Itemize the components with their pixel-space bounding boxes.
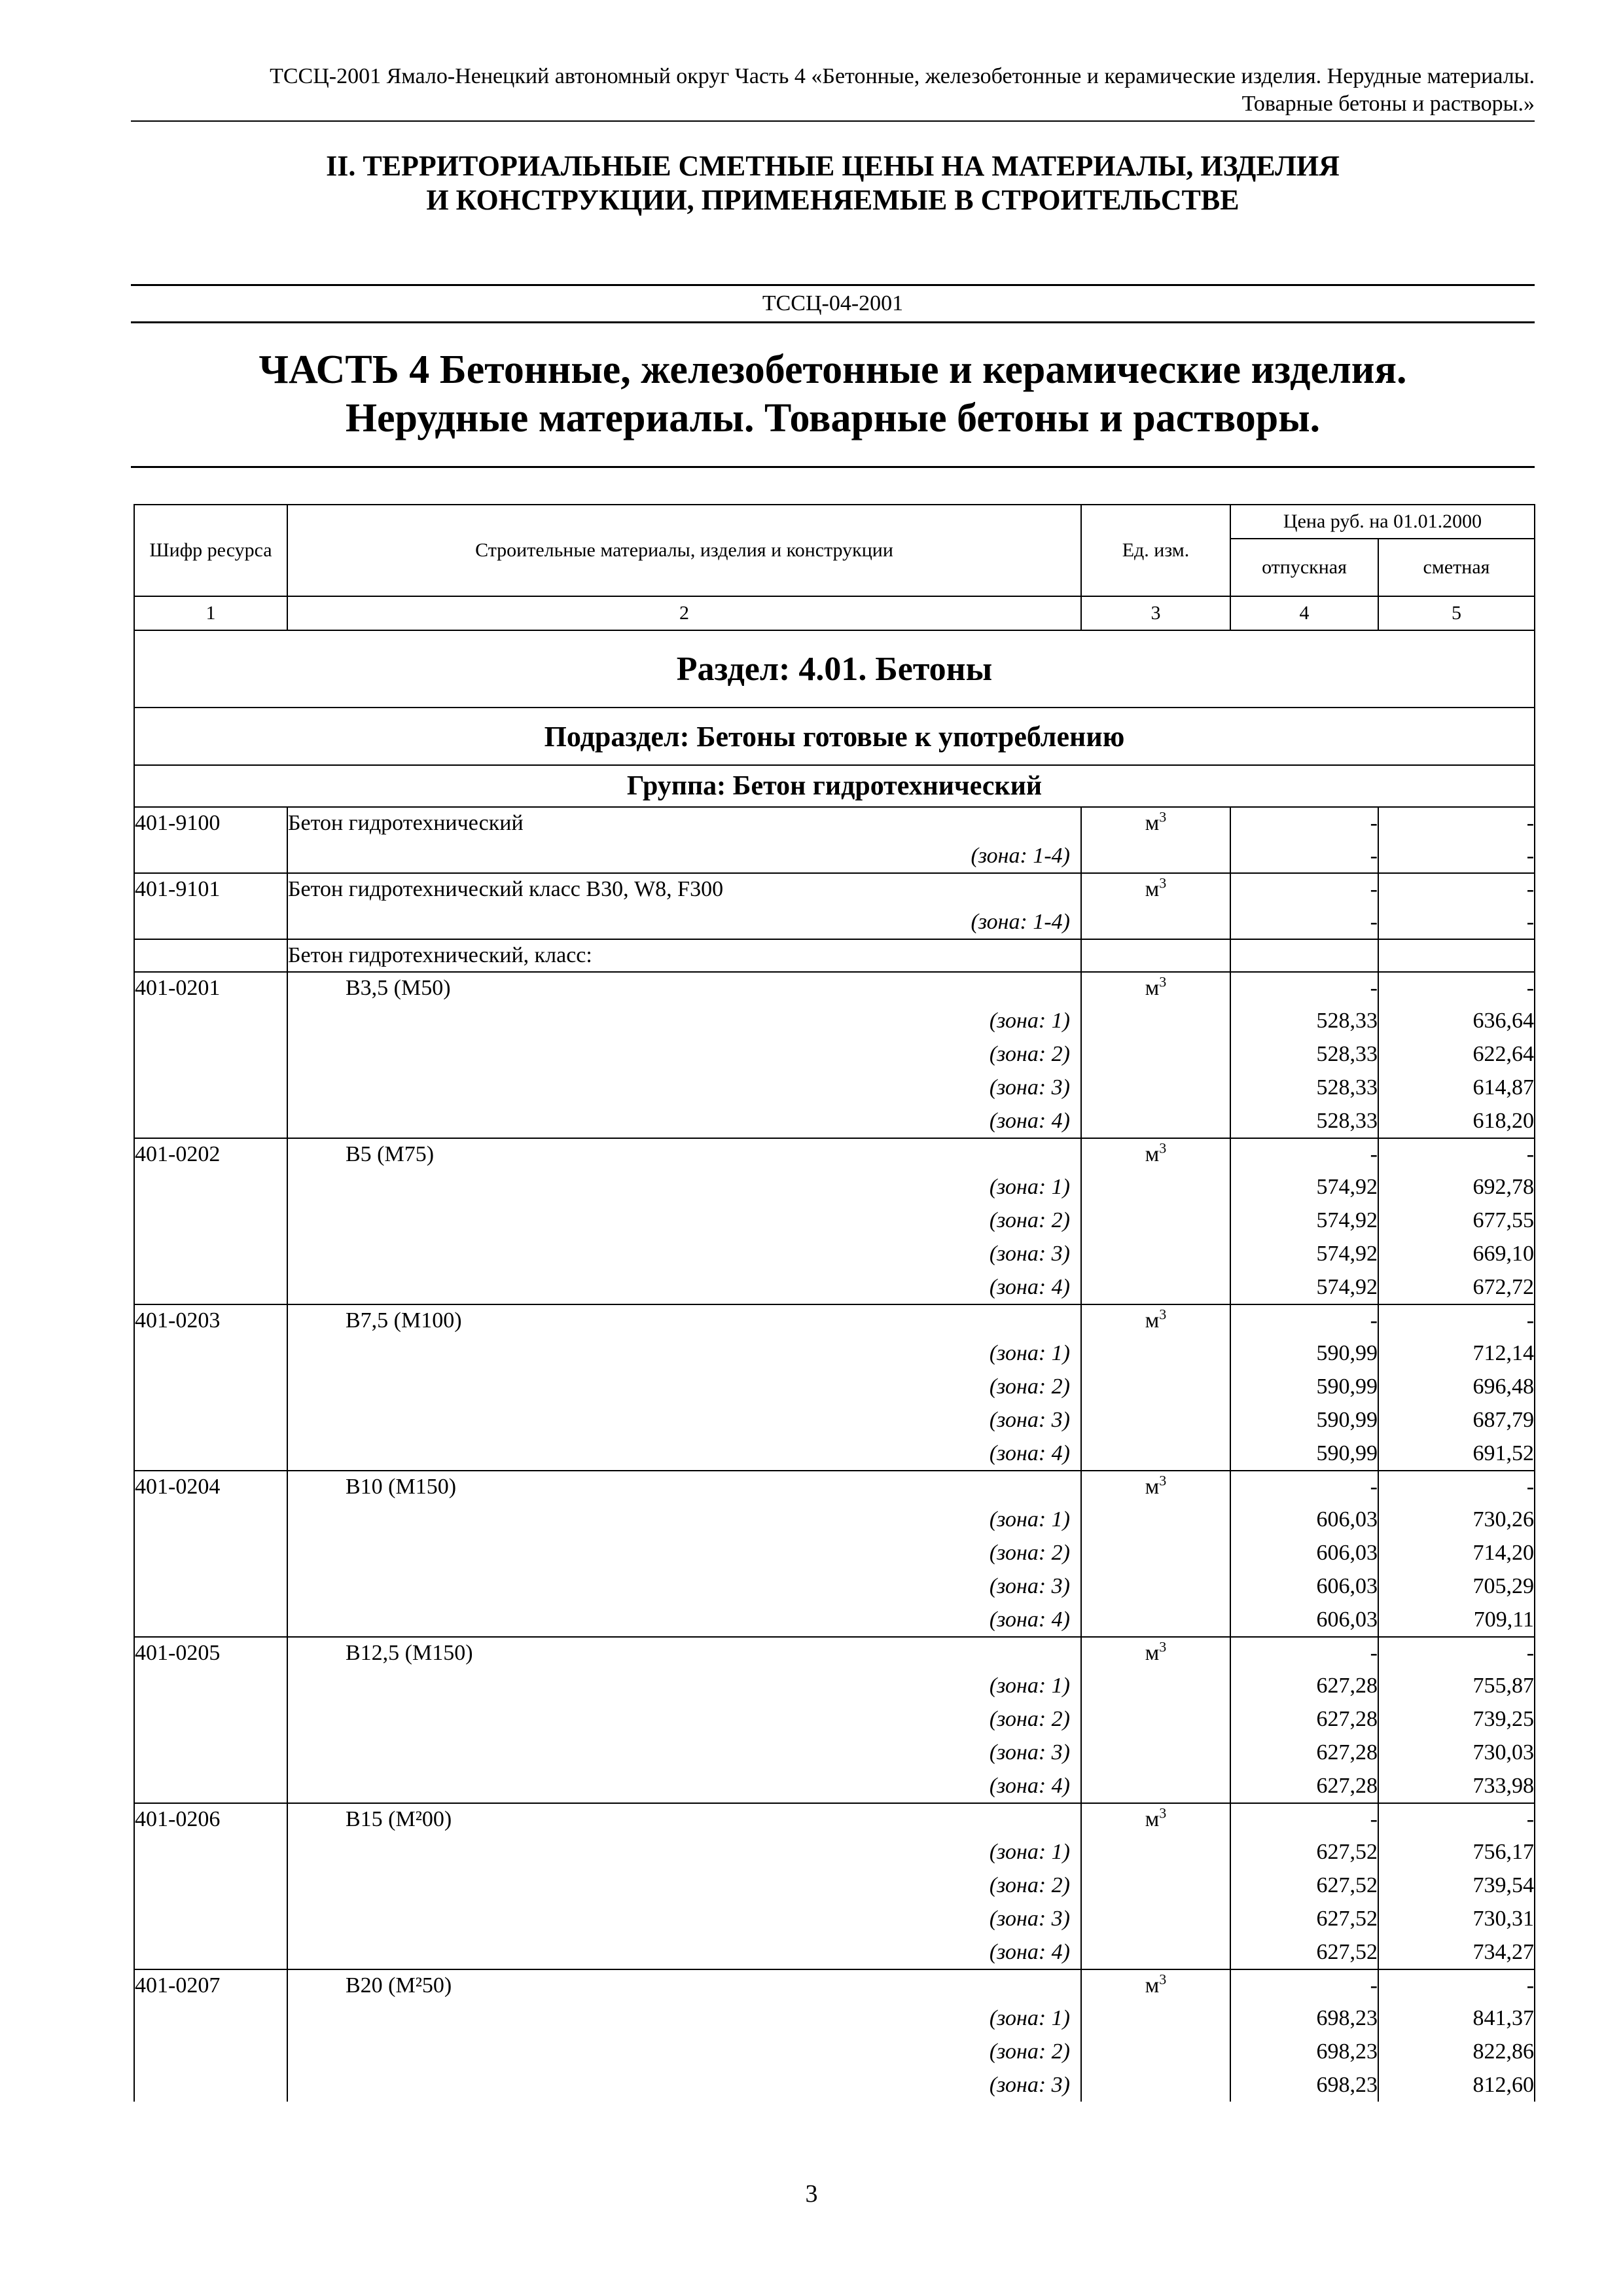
resource-code: 401-0201 xyxy=(134,972,287,1004)
material-name: Бетон гидротехнический xyxy=(287,807,1081,839)
unit-cell xyxy=(1081,905,1230,939)
resource-code: 401-0206 xyxy=(134,1803,287,1835)
unit-cell xyxy=(1081,1204,1230,1237)
zone-label: (зона: 4) xyxy=(287,1104,1081,1138)
unit-cell xyxy=(1081,2001,1230,2035)
release-price: - xyxy=(1230,1637,1378,1669)
release-price: 627,28 xyxy=(1230,1769,1378,1803)
page-number: 3 xyxy=(805,2180,818,2208)
unit-cell xyxy=(1081,1071,1230,1104)
release-price: 627,52 xyxy=(1230,1835,1378,1869)
unit-cell xyxy=(1081,1370,1230,1403)
running-header-line-2: Товарные бетоны и растворы.» xyxy=(1241,92,1535,116)
estimate-price: - xyxy=(1378,1471,1535,1503)
resource-code xyxy=(134,1437,287,1471)
unit-exponent: 3 xyxy=(1159,1306,1167,1323)
header-code: Шифр ресурса xyxy=(134,505,287,596)
unit-label: м xyxy=(1145,1475,1160,1499)
zone-label: (зона: 2) xyxy=(287,1037,1081,1071)
column-number: 4 xyxy=(1230,596,1378,630)
release-price: 528,33 xyxy=(1230,1071,1378,1104)
zone-label: (зона: 1) xyxy=(287,1004,1081,1037)
release-price: - xyxy=(1230,972,1378,1004)
material-name: В12,5 (М150) xyxy=(287,1637,1081,1669)
table-row xyxy=(134,1736,1535,1769)
zone-label: (зона: 3) xyxy=(287,1403,1081,1437)
table-row xyxy=(134,1835,1535,1869)
unit-cell xyxy=(1081,2035,1230,2068)
table-row xyxy=(134,1769,1535,1803)
unit-exponent: 3 xyxy=(1159,1638,1167,1655)
table-row xyxy=(134,1570,1535,1603)
table-row xyxy=(134,1237,1535,1270)
unit-exponent: 3 xyxy=(1159,1804,1167,1821)
column-number: 3 xyxy=(1081,596,1230,630)
estimate-price: 705,29 xyxy=(1378,1570,1535,1603)
zone-label: (зона: 4) xyxy=(287,1769,1081,1803)
table-row xyxy=(134,939,1535,972)
unit-label: м xyxy=(1145,811,1160,835)
table-row xyxy=(134,1637,1535,1669)
table-row xyxy=(134,1370,1535,1403)
material-name: В10 (М150) xyxy=(287,1471,1081,1503)
resource-code: 401-9101 xyxy=(134,873,287,905)
unit-exponent: 3 xyxy=(1159,808,1167,825)
release-price: - xyxy=(1230,839,1378,873)
estimate-price: - xyxy=(1378,1138,1535,1170)
unit-cell xyxy=(1081,2068,1230,2102)
release-price: 698,23 xyxy=(1230,2001,1378,2035)
unit-cell xyxy=(1081,1004,1230,1037)
table-row xyxy=(134,1270,1535,1304)
release-price: 590,99 xyxy=(1230,1437,1378,1471)
estimate-price: - xyxy=(1378,807,1535,839)
zone-label: (зона: 2) xyxy=(287,1869,1081,1902)
subsection-heading: Подраздел: Бетоны готовые к употреблению xyxy=(134,708,1535,765)
resource-code xyxy=(134,1104,287,1138)
release-price: - xyxy=(1230,905,1378,939)
estimate-price: - xyxy=(1378,972,1535,1004)
table-row xyxy=(134,1869,1535,1902)
header-name: Строительные материалы, изделия и конструкции xyxy=(287,505,1081,596)
zone-label: (зона: 1) xyxy=(287,2001,1081,2035)
column-number: 1 xyxy=(134,596,287,630)
release-price: 574,92 xyxy=(1230,1270,1378,1304)
release-price: 627,28 xyxy=(1230,1669,1378,1702)
estimate-price: - xyxy=(1378,1969,1535,2001)
unit-cell xyxy=(1081,1336,1230,1370)
release-price: 606,03 xyxy=(1230,1536,1378,1570)
release-price: - xyxy=(1230,807,1378,839)
table-row xyxy=(134,1603,1535,1637)
zone-label: (зона: 2) xyxy=(287,1370,1081,1403)
table-row xyxy=(134,1503,1535,1536)
resource-code xyxy=(134,1336,287,1370)
unit-cell xyxy=(1081,1769,1230,1803)
release-price: - xyxy=(1230,1304,1378,1336)
divider xyxy=(131,466,1535,468)
material-name: В15 (М²00) xyxy=(287,1803,1081,1835)
unit-cell xyxy=(1081,1669,1230,1702)
release-price: 528,33 xyxy=(1230,1004,1378,1037)
resource-code xyxy=(134,1669,287,1702)
release-price: 590,99 xyxy=(1230,1370,1378,1403)
material-name: В20 (М²50) xyxy=(287,1969,1081,2001)
price-table xyxy=(134,504,1535,2102)
zone-label: (зона: 4) xyxy=(287,1437,1081,1471)
resource-code xyxy=(134,1037,287,1071)
release-price: - xyxy=(1230,1969,1378,2001)
table-row xyxy=(134,1902,1535,1935)
group-heading: Группа: Бетон гидротехнический xyxy=(134,765,1535,807)
release-price: 574,92 xyxy=(1230,1170,1378,1204)
unit-cell xyxy=(1081,1536,1230,1570)
resource-code xyxy=(134,1237,287,1270)
release-price: 590,99 xyxy=(1230,1403,1378,1437)
estimate-price: 696,48 xyxy=(1378,1370,1535,1403)
table-row xyxy=(134,1138,1535,1170)
unit-cell xyxy=(1081,1869,1230,1902)
release-price: 590,99 xyxy=(1230,1336,1378,1370)
estimate-price: 730,03 xyxy=(1378,1736,1535,1769)
resource-code xyxy=(134,1869,287,1902)
zone-label: (зона: 1) xyxy=(287,1336,1081,1370)
unit-label: м xyxy=(1145,976,1160,1000)
table-row xyxy=(134,1471,1535,1503)
unit-exponent: 3 xyxy=(1159,973,1167,990)
estimate-price xyxy=(1378,939,1535,972)
unit-cell xyxy=(1081,873,1230,905)
unit-cell xyxy=(1081,1637,1230,1669)
zone-label: (зона: 2) xyxy=(287,1204,1081,1237)
table-row xyxy=(134,839,1535,873)
unit-label: м xyxy=(1145,1308,1160,1333)
resource-code xyxy=(134,1536,287,1570)
unit-cell xyxy=(1081,1170,1230,1204)
zone-label: (зона: 3) xyxy=(287,2068,1081,2102)
zone-label: (зона: 1) xyxy=(287,1503,1081,1536)
resource-code xyxy=(134,2001,287,2035)
unit-cell xyxy=(1081,1935,1230,1969)
zone-label: (зона: 2) xyxy=(287,1702,1081,1736)
section-heading: Раздел: 4.01. Бетоны xyxy=(134,630,1535,708)
part-title-line-2: Нерудные материалы. Товарные бетоны и растворы. xyxy=(345,396,1321,440)
table-row xyxy=(134,807,1535,839)
material-name: В3,5 (М50) xyxy=(287,972,1081,1004)
resource-code: 401-0204 xyxy=(134,1471,287,1503)
release-price: 627,52 xyxy=(1230,1869,1378,1902)
estimate-price: 756,17 xyxy=(1378,1835,1535,1869)
release-price: 627,28 xyxy=(1230,1702,1378,1736)
estimate-price: 692,78 xyxy=(1378,1170,1535,1204)
table-row xyxy=(134,1803,1535,1835)
zone-label: (зона: 3) xyxy=(287,1071,1081,1104)
zone-label: (зона: 1) xyxy=(287,1170,1081,1204)
estimate-price: 733,98 xyxy=(1378,1769,1535,1803)
release-price: - xyxy=(1230,1471,1378,1503)
table-row xyxy=(134,1071,1535,1104)
unit-exponent: 3 xyxy=(1159,1139,1167,1157)
release-price: 627,52 xyxy=(1230,1935,1378,1969)
unit-cell xyxy=(1081,1471,1230,1503)
zone-label: (зона: 2) xyxy=(287,1536,1081,1570)
table-row xyxy=(134,2035,1535,2068)
unit-cell xyxy=(1081,1803,1230,1835)
unit-cell xyxy=(1081,1503,1230,1536)
release-price: - xyxy=(1230,873,1378,905)
resource-code: 401-9100 xyxy=(134,807,287,839)
unit-cell xyxy=(1081,1702,1230,1736)
unit-cell xyxy=(1081,939,1230,972)
resource-code: 401-0207 xyxy=(134,1969,287,2001)
zone-label: (зона: 3) xyxy=(287,1902,1081,1935)
resource-code xyxy=(134,1835,287,1869)
unit-cell xyxy=(1081,972,1230,1004)
release-price: - xyxy=(1230,1803,1378,1835)
estimate-price: 614,87 xyxy=(1378,1071,1535,1104)
estimate-price: 636,64 xyxy=(1378,1004,1535,1037)
zone-label: (зона: 1) xyxy=(287,1669,1081,1702)
unit-label: м xyxy=(1145,877,1160,901)
release-price: 627,28 xyxy=(1230,1736,1378,1769)
unit-label: м xyxy=(1145,1973,1160,1998)
estimate-price: 822,86 xyxy=(1378,2035,1535,2068)
table-row xyxy=(134,1536,1535,1570)
zone-label: (зона: 2) xyxy=(287,2035,1081,2068)
header-release-price: отпускная xyxy=(1230,539,1378,596)
material-name: В7,5 (М100) xyxy=(287,1304,1081,1336)
release-price: 606,03 xyxy=(1230,1603,1378,1637)
unit-cell xyxy=(1081,1237,1230,1270)
estimate-price: 669,10 xyxy=(1378,1237,1535,1270)
release-price: 698,23 xyxy=(1230,2068,1378,2102)
zone-label: (зона: 1) xyxy=(287,1835,1081,1869)
estimate-price: 622,64 xyxy=(1378,1037,1535,1071)
unit-cell xyxy=(1081,1104,1230,1138)
header-unit: Ед. изм. xyxy=(1081,505,1230,596)
zone-label: (зона: 4) xyxy=(287,1603,1081,1637)
unit-cell xyxy=(1081,1603,1230,1637)
unit-cell xyxy=(1081,1304,1230,1336)
estimate-price: 812,60 xyxy=(1378,2068,1535,2102)
release-price: 528,33 xyxy=(1230,1037,1378,1071)
table-row xyxy=(134,1935,1535,1969)
table-row xyxy=(134,905,1535,939)
resource-code xyxy=(134,839,287,873)
zone-label: (зона: 4) xyxy=(287,1270,1081,1304)
table-row xyxy=(134,1304,1535,1336)
estimate-price: 618,20 xyxy=(1378,1104,1535,1138)
estimate-price: - xyxy=(1378,839,1535,873)
table-row xyxy=(134,972,1535,1004)
unit-exponent: 3 xyxy=(1159,1971,1167,1988)
resource-code xyxy=(134,1570,287,1603)
unit-cell xyxy=(1081,1902,1230,1935)
resource-code xyxy=(134,1503,287,1536)
column-number: 5 xyxy=(1378,596,1535,630)
table-row xyxy=(134,1669,1535,1702)
zone-label: (зона: 3) xyxy=(287,1736,1081,1769)
unit-cell xyxy=(1081,807,1230,839)
unit-exponent: 3 xyxy=(1159,1472,1167,1489)
estimate-price: 755,87 xyxy=(1378,1669,1535,1702)
release-price: 698,23 xyxy=(1230,2035,1378,2068)
column-number-row xyxy=(134,596,1535,630)
unit-cell xyxy=(1081,1403,1230,1437)
estimate-price: 691,52 xyxy=(1378,1437,1535,1471)
unit-label: м xyxy=(1145,1142,1160,1166)
resource-code xyxy=(134,905,287,939)
zone-label: (зона: 3) xyxy=(287,1570,1081,1603)
resource-code xyxy=(134,939,287,972)
table-row xyxy=(134,873,1535,905)
unit-cell xyxy=(1081,1736,1230,1769)
estimate-price: - xyxy=(1378,873,1535,905)
resource-code xyxy=(134,1769,287,1803)
table-row xyxy=(134,1702,1535,1736)
table-row xyxy=(134,1037,1535,1071)
zone-label: (зона: 3) xyxy=(287,1237,1081,1270)
unit-cell xyxy=(1081,1037,1230,1071)
estimate-price: 734,27 xyxy=(1378,1935,1535,1969)
zone-label: (зона: 4) xyxy=(287,1935,1081,1969)
release-price: 528,33 xyxy=(1230,1104,1378,1138)
estimate-price: 709,11 xyxy=(1378,1603,1535,1637)
column-number: 2 xyxy=(287,596,1081,630)
resource-code xyxy=(134,1004,287,1037)
estimate-price: 714,20 xyxy=(1378,1536,1535,1570)
resource-code xyxy=(134,2035,287,2068)
class-heading: Бетон гидротехнический, класс: xyxy=(287,939,1081,972)
section-title-line-2: И КОНСТРУКЦИИ, ПРИМЕНЯЕМЫЕ В СТРОИТЕЛЬСТВЕ xyxy=(426,184,1240,216)
release-price xyxy=(1230,939,1378,972)
collection-code: ТССЦ-04-2001 xyxy=(131,284,1535,323)
estimate-price: 677,55 xyxy=(1378,1204,1535,1237)
resource-code xyxy=(134,1902,287,1935)
resource-code xyxy=(134,1736,287,1769)
estimate-price: 730,31 xyxy=(1378,1902,1535,1935)
table-row xyxy=(134,2001,1535,2035)
table-row xyxy=(134,1170,1535,1204)
resource-code: 401-0203 xyxy=(134,1304,287,1336)
estimate-price: 730,26 xyxy=(1378,1503,1535,1536)
unit-cell xyxy=(1081,839,1230,873)
release-price: 606,03 xyxy=(1230,1570,1378,1603)
resource-code xyxy=(134,1270,287,1304)
unit-cell xyxy=(1081,1270,1230,1304)
resource-code: 401-0202 xyxy=(134,1138,287,1170)
resource-code xyxy=(134,2068,287,2102)
resource-code xyxy=(134,1403,287,1437)
estimate-price: 739,54 xyxy=(1378,1869,1535,1902)
resource-code xyxy=(134,1370,287,1403)
part-title-line-1: ЧАСТЬ 4 Бетонные, железобетонные и керамические изделия. xyxy=(259,348,1407,392)
table-row xyxy=(134,1437,1535,1471)
estimate-price: - xyxy=(1378,1803,1535,1835)
unit-label: м xyxy=(1145,1641,1160,1665)
table-row xyxy=(134,1336,1535,1370)
table-row xyxy=(134,1204,1535,1237)
release-price: 606,03 xyxy=(1230,1503,1378,1536)
table-row xyxy=(134,1104,1535,1138)
estimate-price: 841,37 xyxy=(1378,2001,1535,2035)
estimate-price: - xyxy=(1378,1637,1535,1669)
header-price-group: Цена руб. на 01.01.2000 xyxy=(1230,505,1535,539)
estimate-price: 672,72 xyxy=(1378,1270,1535,1304)
unit-cell xyxy=(1081,1835,1230,1869)
resource-code xyxy=(134,1603,287,1637)
unit-label: м xyxy=(1145,1807,1160,1831)
zone-label: (зона: 1-4) xyxy=(287,905,1081,939)
header-estimate-price: сметная xyxy=(1378,539,1535,596)
resource-code xyxy=(134,1071,287,1104)
estimate-price: 739,25 xyxy=(1378,1702,1535,1736)
release-price: 627,52 xyxy=(1230,1902,1378,1935)
resource-code xyxy=(134,1170,287,1204)
estimate-price: 712,14 xyxy=(1378,1336,1535,1370)
unit-exponent: 3 xyxy=(1159,874,1167,891)
zone-label: (зона: 1-4) xyxy=(287,839,1081,873)
unit-cell xyxy=(1081,1138,1230,1170)
resource-code xyxy=(134,1935,287,1969)
resource-code xyxy=(134,1204,287,1237)
unit-cell xyxy=(1081,1570,1230,1603)
material-name: Бетон гидротехнический класс В30, W8, F300 xyxy=(287,873,1081,905)
part-title xyxy=(131,346,1535,442)
unit-cell xyxy=(1081,1969,1230,2001)
section-title xyxy=(131,149,1535,217)
unit-cell xyxy=(1081,1437,1230,1471)
section-title-line-1: II. ТЕРРИТОРИАЛЬНЫЕ СМЕТНЫЕ ЦЕНЫ НА МАТЕРИАЛЫ, ИЗДЕЛИЯ xyxy=(326,150,1340,182)
table-row xyxy=(134,1403,1535,1437)
estimate-price: 687,79 xyxy=(1378,1403,1535,1437)
resource-code xyxy=(134,1702,287,1736)
running-header-line-1: ТССЦ-2001 Ямало-Ненецкий автономный округ Часть 4 «Бетонные, железобетонные и керамические изделия. Нерудные материалы. xyxy=(270,64,1535,88)
resource-code: 401-0205 xyxy=(134,1637,287,1669)
running-header xyxy=(131,63,1535,122)
table-row xyxy=(134,2068,1535,2102)
material-name: В5 (М75) xyxy=(287,1138,1081,1170)
estimate-price: - xyxy=(1378,905,1535,939)
release-price: - xyxy=(1230,1138,1378,1170)
estimate-price: - xyxy=(1378,1304,1535,1336)
table-row xyxy=(134,1969,1535,2001)
table-row xyxy=(134,1004,1535,1037)
release-price: 574,92 xyxy=(1230,1237,1378,1270)
release-price: 574,92 xyxy=(1230,1204,1378,1237)
